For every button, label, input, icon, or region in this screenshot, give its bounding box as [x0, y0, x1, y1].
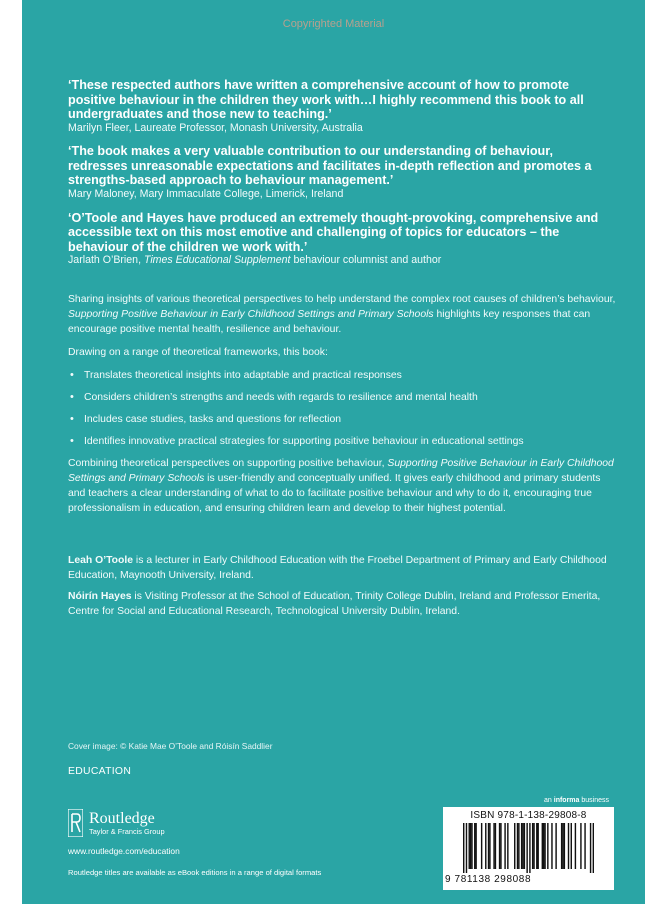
barcode-bar — [471, 823, 472, 869]
attribution-name: Jarlath O’Brien, — [68, 254, 144, 267]
publisher-name: Routledge — [89, 810, 155, 827]
barcode-bar — [489, 823, 490, 869]
endorsement-attribution — [68, 254, 608, 268]
author-bio — [68, 553, 616, 583]
barcode-bar — [543, 823, 544, 869]
barcode-bar — [500, 823, 501, 869]
barcode-bar — [521, 823, 522, 869]
barcode-bar — [463, 823, 464, 873]
barcode-bar — [507, 823, 508, 869]
endorsement-quote: ‘The book makes a very valuable contribution to our understanding of behaviour, redresses unreasonable expectations and facilitates in-depth reflection and promotes a strengths-based approach to behaviour management.’ — [68, 144, 592, 188]
endorsement-2 — [68, 144, 608, 201]
publisher-group: Taylor & Francis Group — [89, 827, 165, 836]
book-title: Supporting Positive Behaviour in Early Childhood Settings and Primary Schools — [68, 458, 614, 484]
barcode-bar — [517, 823, 518, 869]
barcode-bar — [544, 823, 545, 869]
text-span: Combining theoretical perspectives on supporting positive behaviour, — [68, 458, 388, 469]
endorsements — [68, 78, 608, 277]
barcode-bar — [593, 823, 594, 873]
endorsement-quote: ‘These respected authors have written a comprehensive account of how to promote positive behaviour in the children they work with…I highly recommend this book to all undergraduates and those new to teaching.’ — [68, 78, 584, 122]
book-title: Supporting Positive Behaviour in Early Childhood Settings and Primary Schools — [68, 309, 434, 320]
author-bio — [68, 589, 616, 619]
barcode-bar — [485, 823, 486, 869]
barcode-bar — [526, 823, 527, 873]
barcode-bar — [518, 823, 519, 869]
ebook-note: Routledge titles are available as eBook editions in a range of digital formats — [68, 868, 322, 877]
barcode-bar — [524, 823, 525, 869]
barcode-bar — [584, 823, 585, 869]
barcode-bar — [542, 823, 543, 869]
description-paragraph-1 — [68, 292, 616, 337]
barcode-bar — [481, 823, 482, 869]
attribution-role: behaviour columnist and author — [290, 254, 442, 267]
author-description: is a lecturer in Early Childhood Education with the Froebel Department of Primary and Early Childhood Education, Maynooth University, Ireland. — [68, 555, 607, 581]
informa-business — [544, 797, 609, 804]
isbn-label: ISBN 978-1-138-29808-8 — [470, 810, 587, 821]
endorsement-attribution: Marilyn Fleer, Laureate Professor, Monash University, Australia — [68, 121, 363, 134]
back-cover — [22, 0, 645, 904]
barcode-bar — [488, 823, 489, 869]
endorsement-quote: ‘O’Toole and Hayes have produced an extremely thought-provoking, comprehensive and accessible text on this most emotive and challenging of topics for educators – the behaviour of the children we work with.’ — [68, 210, 599, 254]
list-item: • Identifies innovative practical strategies for supporting positive behaviour in educational settings — [68, 434, 616, 449]
barcode-bar — [495, 823, 496, 869]
barcode-bar — [469, 823, 470, 869]
list-item: • Includes case studies, tasks and questions for reflection — [68, 412, 616, 427]
list-item: • Considers children’s strengths and needs with regards to resilience and mental health — [68, 390, 616, 405]
copyright-watermark: Copyrighted Material — [282, 18, 385, 30]
description-paragraph-2: Drawing on a range of theoretical frameworks, this book: — [68, 347, 328, 358]
routledge-r-icon — [68, 809, 83, 837]
publisher-website: www.routledge.com/education — [68, 846, 180, 856]
text-span: business — [579, 797, 609, 804]
barcode-bar — [493, 823, 494, 869]
barcode-digits: 9 781138 298088 — [445, 874, 532, 885]
author-name: Leah O’Toole — [68, 555, 134, 566]
barcode-bar — [590, 823, 591, 873]
barcode-bar — [499, 823, 500, 869]
barcode-bar — [537, 823, 538, 869]
barcode-bar — [470, 823, 471, 869]
barcode-bar — [575, 823, 576, 869]
barcode-bar — [533, 823, 534, 869]
barcode-bar — [504, 823, 505, 869]
attribution-publication: Times Educational Supplement — [143, 254, 291, 267]
author-bios — [68, 553, 616, 625]
endorsement-1 — [68, 78, 608, 135]
description-paragraph-3 — [68, 456, 616, 516]
subject-category: EDUCATION — [68, 766, 132, 777]
barcode-bar — [547, 823, 548, 869]
text-span: an — [544, 797, 554, 804]
cover-image-credit: Cover image: © Katie Mae O’Toole and Róisín Saddlier — [68, 741, 273, 751]
barcode-bar — [466, 823, 467, 873]
text-span: is user-friendly and conceptually unified. It gives early childhood and primary students and teachers a clear understanding of what to do to facilitate positive behaviour and why to do it, encouraging true professionalism in education, and ensuring children learn and develop to their highest potential. — [68, 473, 601, 514]
endorsement-3 — [68, 211, 608, 268]
barcode-bar — [522, 823, 523, 869]
author-name: Nóirín Hayes — [68, 591, 132, 602]
barcode-bar — [564, 823, 565, 869]
text-span: Sharing insights of various theoretical perspectives to help understand the complex root causes of children’s behaviour, — [68, 294, 616, 305]
feature-list — [68, 368, 616, 449]
barcode-bars — [463, 823, 594, 873]
informa-wordmark: informa — [553, 797, 580, 804]
barcode-bar — [532, 823, 533, 869]
endorsement-attribution: Mary Maloney, Mary Immaculate College, Limerick, Ireland — [68, 188, 344, 201]
barcode-bar — [529, 823, 530, 873]
barcode-bar — [514, 823, 515, 869]
barcode-bar — [536, 823, 537, 869]
barcode-bar — [561, 823, 562, 869]
publisher-logo — [68, 808, 165, 838]
barcode-bar — [562, 823, 563, 869]
barcode-bar — [580, 823, 581, 869]
book-description — [68, 292, 616, 524]
publisher-wordmark — [89, 810, 165, 836]
list-item: • Translates theoretical insights into adaptable and practical responses — [68, 368, 616, 383]
text-span: highlights key responses that can encourage positive mental health, resilience and behaviour. — [68, 309, 591, 335]
barcode-bar — [571, 823, 572, 869]
barcode-bar — [568, 823, 569, 869]
barcode-bar — [551, 823, 552, 869]
barcode-bar — [475, 823, 476, 869]
barcode-bar — [474, 823, 475, 869]
isbn-barcode — [443, 807, 614, 890]
barcode-bar — [555, 823, 556, 869]
author-description: is Visiting Professor at the School of Education, Trinity College Dublin, Ireland and Professor Emerita, Centre for Social and Educational Research, Technological University Dublin, Ireland. — [68, 591, 601, 617]
